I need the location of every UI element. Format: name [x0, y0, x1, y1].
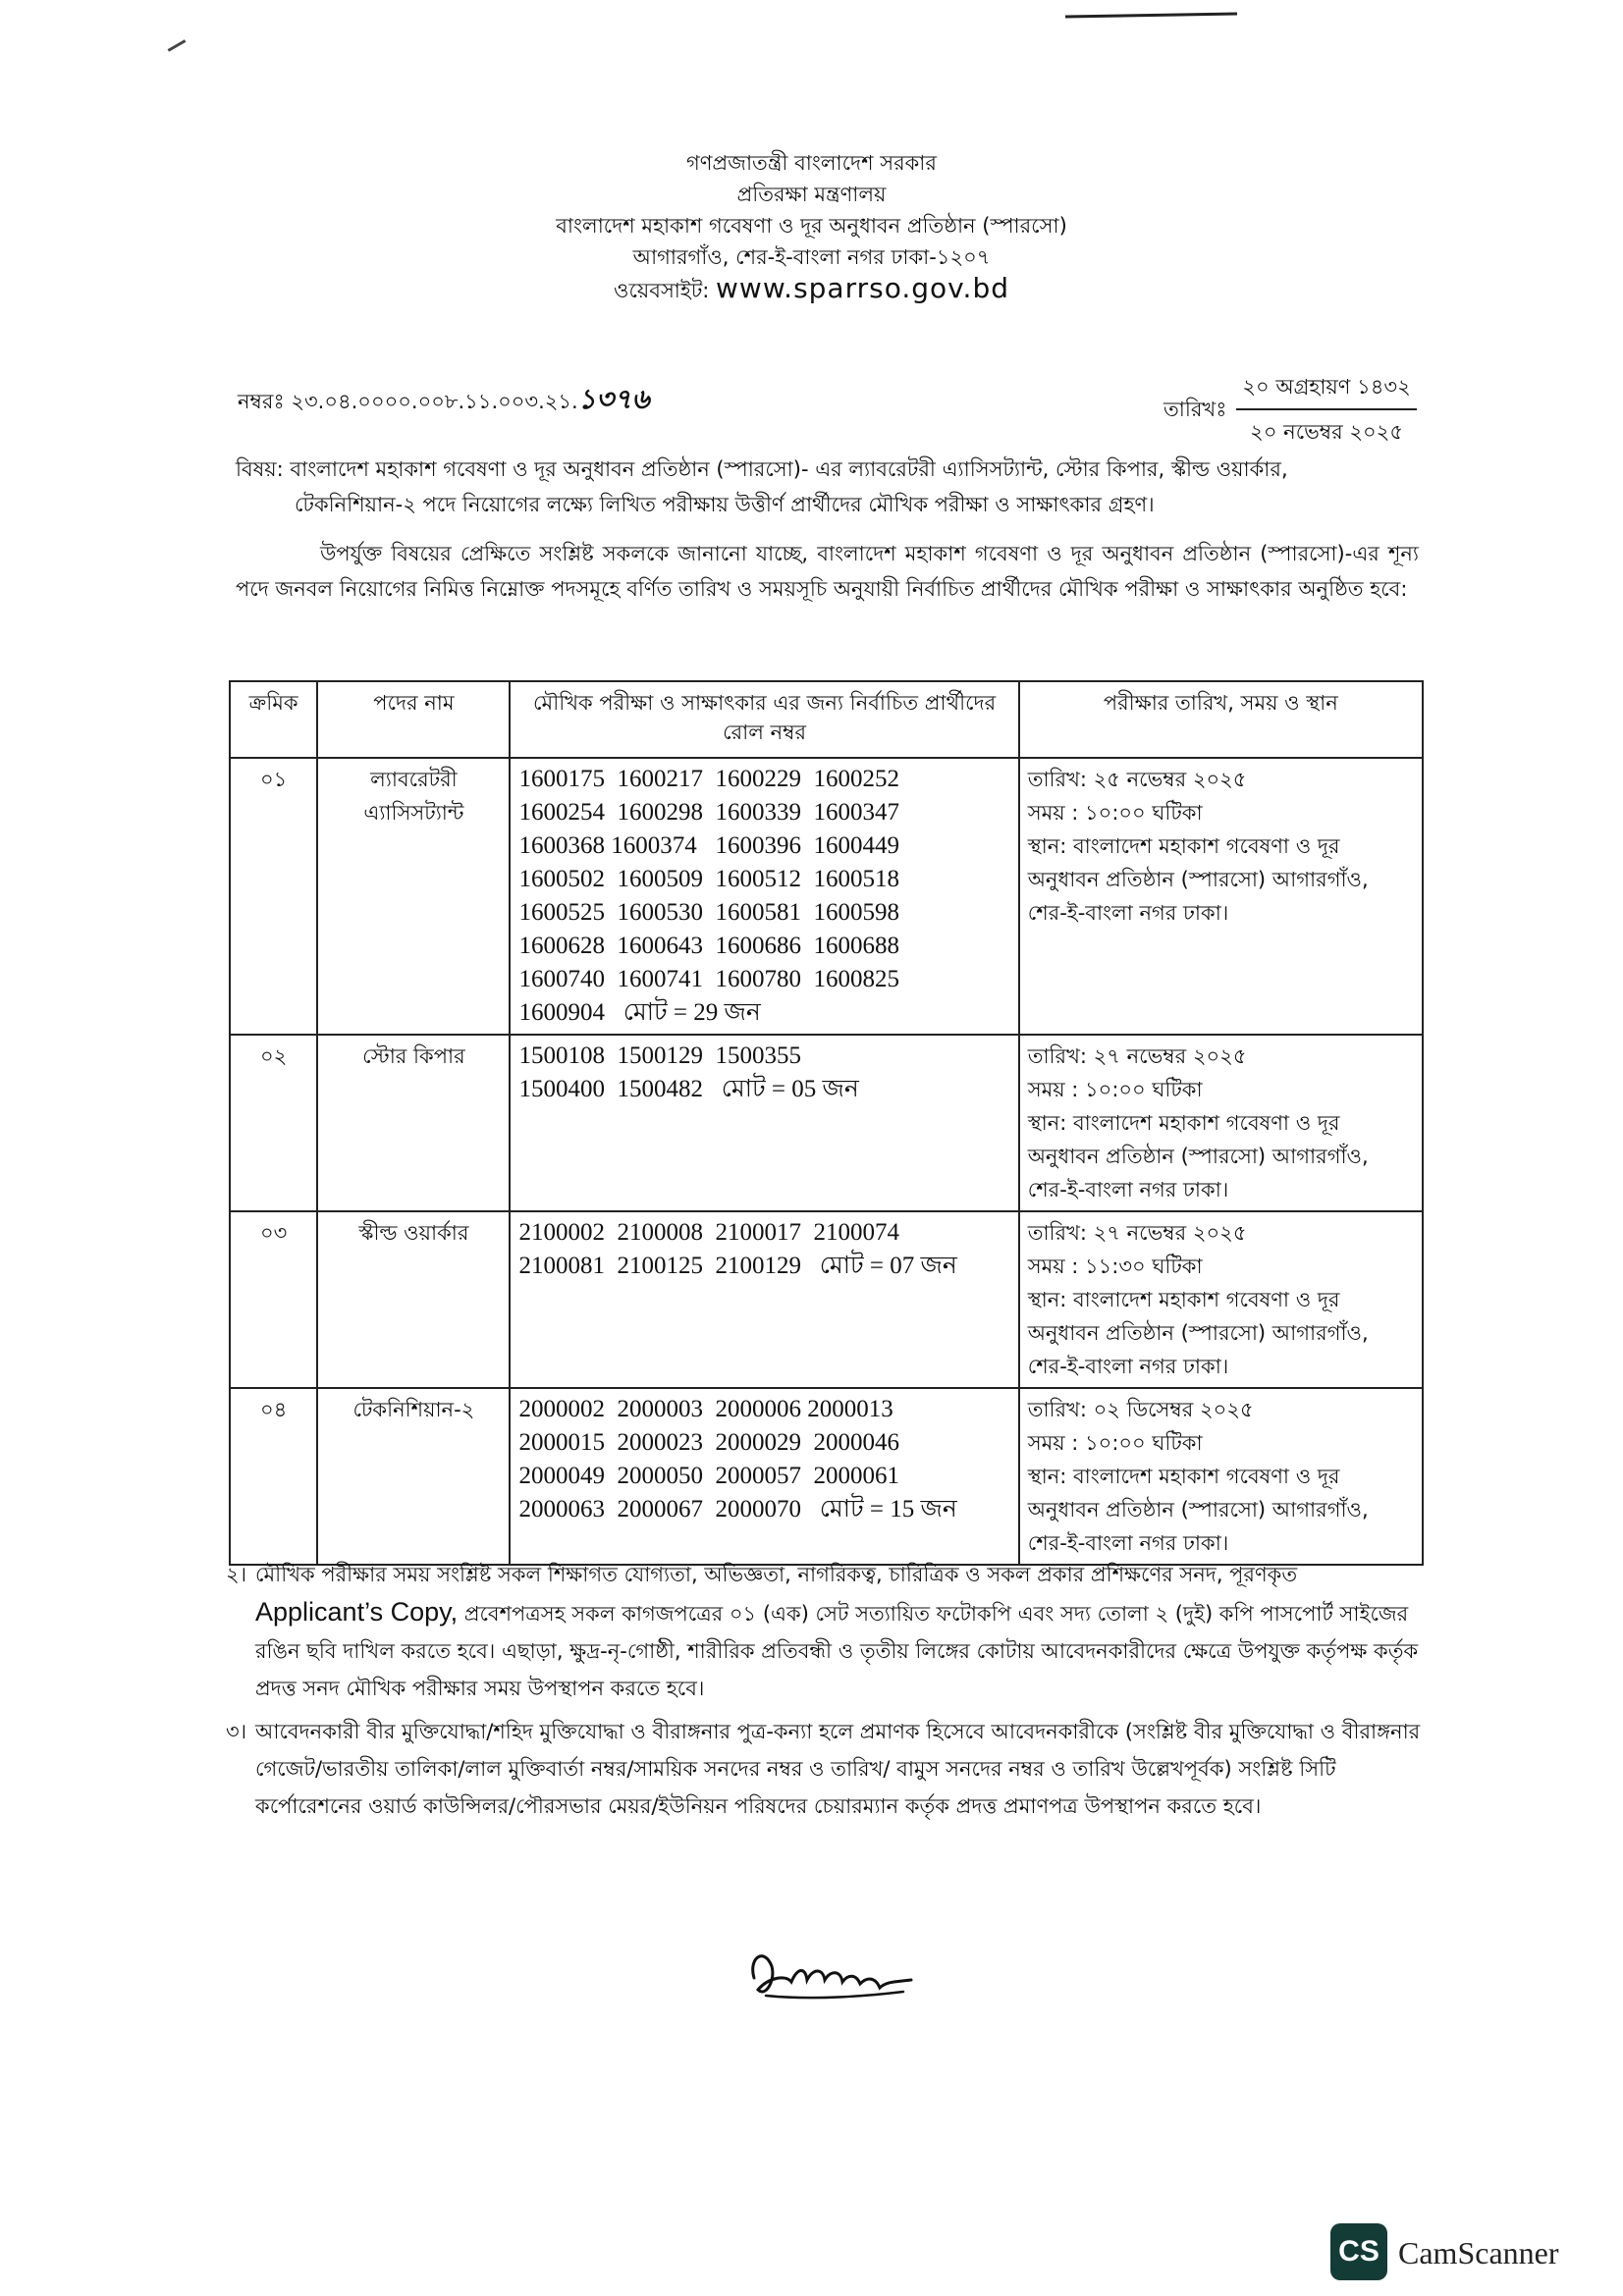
camscanner-logo: CS	[1330, 2223, 1387, 2280]
note-text: আবেদনকারী বীর মুক্তিযোদ্ধা/শহিদ মুক্তিযোদ্ধা ও বীরাঙ্গনার পুত্র-কন্যা হলে প্রমাণক হিসেবে আবেদনকারীকে (সংশ্লিষ্ট বীর মুক্তিযোদ্ধা ও বীরাঙ্গনার গেজেট/ভারতীয় তালিকা/লাল মুক্তিবার্তা নম্বর/সাময়িক সনদের নম্বর ও তারিখ/ বামুস সনদের নম্বর ও তারিখ উল্লেখপূর্বক) সংশ্লিষ্ট সিটি কর্পোরেশনের ওয়ার্ড কাউন্সিলর/পৌরসভার মেয়র/ইউনিয়ন পরিষদের চেয়ারম্যান কর্তৃক প্রদত্ত প্রমাণপত্র উপস্থাপন করতে হবে।	[255, 1720, 1421, 1818]
table-row	[230, 1211, 1423, 1388]
table-row	[230, 758, 1423, 1035]
row-rolls: 2100002 2100008 2100017 2100074 2100081 2100125 2100129 মোট = 07 জন	[510, 1211, 1018, 1388]
header-post: পদের নাম	[317, 681, 510, 758]
applicant-copy-label: Applicant’s Copy,	[255, 1597, 459, 1627]
row-post: স্টোর কিপার	[317, 1035, 510, 1211]
exam-time: সময় : ১০:০০ ঘটিকা	[1027, 1431, 1203, 1455]
row-serial: ০২	[230, 1035, 317, 1211]
header-rolls: মৌখিক পরীক্ষা ও সাক্ষাৎকার এর জন্য নির্বাচিত প্রার্থীদের রোল নম্বর	[510, 681, 1018, 758]
website-label: ওয়েবসাইট:	[613, 279, 710, 302]
row-rolls: 1500108 1500129 1500355 1500400 1500482 মোট = 05 জন	[510, 1035, 1018, 1211]
subject-label: বিষয়:	[236, 457, 284, 481]
row-post: স্কীল্ড ওয়ার্কার	[317, 1211, 510, 1388]
subject	[236, 452, 1414, 522]
memo-number-handwritten: ১৩৭৬	[577, 383, 650, 415]
memo-number-printed: ২৩.০৪.০০০০.০০৮.১১.০০৩.২১.	[291, 390, 578, 413]
table-header-row	[230, 681, 1423, 758]
exam-date: তারিখ: ২৫ নভেম্বর ২০২৫	[1027, 768, 1247, 791]
exam-venue: স্থান: বাংলাদেশ মহাকাশ গবেষণা ও দূর অনুধাবন প্রতিষ্ঠান (স্পারসো) আগারগাঁও, শের-ই-বাংলা নগর ঢাকা।	[1027, 1288, 1369, 1378]
row-serial: ০৪	[230, 1388, 317, 1565]
memo-number	[238, 378, 650, 424]
header-schedule: পরীক্ষার তারিখ, সময় ও স্থান	[1019, 681, 1423, 758]
row-schedule	[1019, 1035, 1423, 1211]
date-english: ২০ নভেম্বর ২০২৫	[1250, 420, 1403, 444]
note-number: ২।	[226, 1563, 247, 1586]
exam-time: সময় : ১১:৩০ ঘটিকা	[1027, 1255, 1203, 1278]
exam-venue: স্থান: বাংলাদেশ মহাকাশ গবেষণা ও দূর অনুধাবন প্রতিষ্ঠান (স্পারসো) আগারগাঁও, শের-ই-বাংলা নগর ঢাকা।	[1027, 1465, 1369, 1555]
institute-name: বাংলাদেশ মহাকাশ গবেষণা ও দূর অনুধাবন প্রতিষ্ঠান (স্পারসো)	[556, 214, 1067, 238]
table-row	[230, 1388, 1423, 1565]
row-rolls: 1600175 1600217 1600229 1600252 1600254 1600298 1600339 1600347 1600368 1600374 1600396 1600449 1600502 1600509 1600512 1600518 1600525 1600530 1600581 1600598 1600628 1600643 1600686 1600688 1600740 1600741 1600780 1600825 1600904 মোট = 29 জন	[510, 758, 1018, 1035]
note-number: ৩।	[226, 1720, 247, 1743]
exam-time: সময় : ১০:০০ ঘটিকা	[1027, 1078, 1203, 1101]
letterhead	[0, 147, 1623, 306]
website-line	[0, 273, 1623, 306]
top-edge-mark	[1065, 12, 1237, 18]
note-text-before: মৌখিক পরীক্ষার সময় সংশ্লিষ্ট সকল শিক্ষাগত যোগ্যতা, অভিজ্ঞতা, নাগরিকত্ব, চারিত্রিক ও সকল প্রকার প্রশিক্ষণের সনদ, পূরণকৃত	[255, 1563, 1298, 1586]
header-serial: ক্রমিক	[230, 681, 317, 758]
date-label: তারিখঃ	[1163, 398, 1227, 421]
schedule-table	[229, 680, 1424, 1566]
subject-text: বাংলাদেশ মহাকাশ গবেষণা ও দূর অনুধাবন প্রতিষ্ঠান (স্পারসো)- এর ল্যাবরেটরী এ্যাসিসট্যান্ট, স্টোর কিপার, স্কীল্ড ওয়ার্কার, টেকনিশিয়ান-২ পদে নিয়োগের লক্ষ্যে লিখিত পরীক্ষায় উত্তীর্ণ প্রার্থীদের মৌখিক পরীক্ষা ও সাক্ষাৎকার গ্রহণ।	[290, 457, 1288, 516]
note-item	[226, 1713, 1429, 1825]
exam-date: তারিখ: ২৭ নভেম্বর ২০২৫	[1027, 1221, 1247, 1245]
note-text	[255, 1556, 1429, 1707]
note-text-after: প্রবেশপত্রসহ সকল কাগজপত্রের ০১ (এক) সেট সত্যায়িত ফটোকপি এবং সদ্য তোলা ২ (দুই) কপি পাসপোর্ট সাইজের রঙিন ছবি দাখিল করতে হবে। এছাড়া, ক্ষুদ্র-নৃ-গোষ্ঠী, শারীরিক প্রতিবন্ধী ও তৃতীয় লিঙ্গের কোটায় আবেদনকারীদের ক্ষেত্রে উপযুক্ত কর্তৃপক্ষ কর্তৃক প্রদত্ত সনদ মৌখিক পরীক্ষার সময় উপস্থাপন করতে হবে।	[255, 1602, 1419, 1700]
row-post: ল্যাবরেটরী এ্যাসিসট্যান্ট	[317, 758, 510, 1035]
note-item	[226, 1556, 1429, 1707]
website-link[interactable]: www.sparrso.gov.bd	[716, 272, 1009, 304]
govt-name: গণপ্রজাতন্ত্রী বাংলাদেশ সরকার	[686, 151, 937, 175]
row-schedule	[1019, 1211, 1423, 1388]
exam-date: তারিখ: ২৭ নভেম্বর ২০২৫	[1027, 1044, 1247, 1068]
row-schedule	[1019, 758, 1423, 1035]
date-bangla: ২০ অগ্রহায়ণ ১৪৩২	[1236, 371, 1416, 410]
row-rolls: 2000002 2000003 2000006 2000013 2000015 2000023 2000029 2000046 2000049 2000050 2000057 2000061 2000063 2000067 2000070 মোট = 15 জন	[510, 1388, 1018, 1565]
exam-venue: স্থান: বাংলাদেশ মহাকাশ গবেষণা ও দূর অনুধাবন প্রতিষ্ঠান (স্পারসো) আগারগাঁও, শের-ই-বাংলা নগর ঢাকা।	[1027, 1111, 1369, 1201]
date-block	[1163, 371, 1417, 451]
row-serial: ০১	[230, 758, 317, 1035]
notes	[226, 1556, 1429, 1831]
exam-time: সময় : ১০:০০ ঘটিকা	[1027, 801, 1203, 825]
exam-venue: স্থান: বাংলাদেশ মহাকাশ গবেষণা ও দূর অনুধাবন প্রতিষ্ঠান (স্পারসো) আগারগাঁও, শের-ই-বাংলা নগর ঢাকা।	[1027, 834, 1369, 925]
row-post: টেকনিশিয়ান-২	[317, 1388, 510, 1565]
table-row	[230, 1035, 1423, 1211]
camscanner-brand: CamScanner	[1398, 2235, 1559, 2270]
exam-date: তারিখ: ০২ ডিসেম্বর ২০২৫	[1027, 1398, 1254, 1421]
intro-paragraph: উপর্যুক্ত বিষয়ের প্রেক্ষিতে সংশ্লিষ্ট সকলকে জানানো যাচ্ছে, বাংলাদেশ মহাকাশ গবেষণা ও দূর অনুধাবন প্রতিষ্ঠান (স্পারসো)-এর শূন্য পদে জনবল নিয়োগের নিমিত্ত নিম্নোক্ত পদসমূহে বর্ণিত তারিখ ও সময়সূচি অনুযায়ী নির্বাচিত প্রার্থীদের মৌখিক পরীক্ষা ও সাক্ষাৎকার অনুষ্ঠিত হবে:	[236, 542, 1419, 601]
institute-address: আগারগাঁও, শের-ই-বাংলা নগর ঢাকা-১২০৭	[632, 245, 991, 269]
pen-mark	[168, 39, 187, 52]
ministry-name: প্রতিরক্ষা মন্ত্রণালয়	[736, 183, 887, 206]
row-serial: ০৩	[230, 1211, 317, 1388]
row-schedule	[1019, 1388, 1423, 1565]
signature	[746, 1939, 918, 2007]
memo-label: নম্বরঃ	[238, 390, 285, 413]
